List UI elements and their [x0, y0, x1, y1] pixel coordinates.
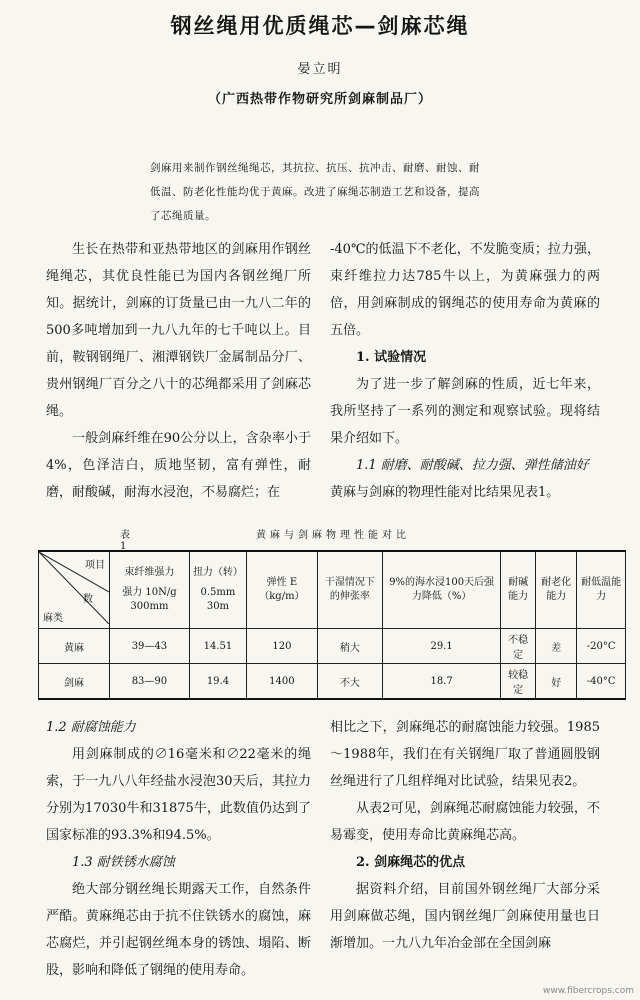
table-header: 耐碱能力 — [501, 551, 536, 629]
comparison-table — [38, 550, 626, 700]
table-cell: 120 — [247, 629, 318, 664]
table-header: 耐低温能力 — [577, 551, 626, 629]
table-cell: -40°C — [577, 664, 626, 700]
table-cell: 39—43 — [110, 629, 190, 664]
header-text: 束纤维强力 — [124, 567, 175, 578]
table-header: 9%的海水浸100天后强力降低（%） — [383, 551, 501, 629]
paragraph: 据资料介绍，目前国外钢丝绳厂大部分采用剑麻做芯绳，国内钢丝绳厂剑麻使用量也日渐增加。一九八九年冶金部在全国剑麻 — [330, 882, 600, 951]
table-cell: 14.51 — [189, 629, 246, 664]
table-cell: 不大 — [317, 664, 382, 700]
paragraph: 黄麻与剑麻的物理性能对比结果见表1。 — [330, 485, 560, 500]
table-cell: 不稳定 — [501, 629, 536, 664]
paragraph: 一般剑麻纤维在90公分以上，含杂率小于4%，色泽洁白，质地坚韧，富有弹性，耐磨，耐酸碱，耐海水浸泡，不易腐烂；在 — [46, 431, 311, 500]
paragraph: 生长在热带和亚热带地区的剑麻用作钢丝绳绳芯，其优良性能已为国内各钢丝绳厂所知。据统计，剑麻的订货量已由一九八二年的500多吨增加到一九八九年的七千吨以上。目前，鞍钢钢绳厂、湘潭钢铁厂金属制品分厂、贵州钢绳厂百分之八十的芯绳都采用了剑麻芯绳。 — [46, 242, 311, 419]
table-cell: 19.4 — [189, 664, 246, 700]
diag-label-mid: 数 — [83, 594, 93, 605]
table-cell: 1400 — [247, 664, 318, 700]
table-cell: 剑麻 — [39, 664, 110, 700]
table-row — [39, 629, 626, 664]
table-header: 耐老化能力 — [536, 551, 577, 629]
table-cell: 较稳定 — [501, 664, 536, 700]
affiliation: （广西热带作物研究所剑麻制品厂） — [207, 92, 432, 107]
column-3 — [46, 714, 311, 984]
paragraph: 从表2可见，剑麻绳芯耐腐蚀能力较强，不易霉变，使用寿命比黄麻绳芯高。 — [330, 801, 600, 843]
table-header — [189, 551, 246, 629]
diag-label-bottom: 麻类 — [43, 613, 63, 624]
paragraph: 为了进一步了解剑麻的性质，近七年来，我所坚持了一系列的测定和观察试验。现将结果介绍如下。 — [330, 377, 600, 446]
column-2 — [330, 236, 600, 506]
diag-label-top: 项目 — [85, 560, 105, 571]
article-title: 钢丝绳用优质绳芯—剑麻芯绳 — [170, 14, 470, 38]
paragraph: 相比之下，剑麻绳芯的耐腐蚀能力较强。1985～1988年，我们在有关钢绳厂取了普通圆股钢丝绳进行了几组样绳对比试验，结果见表2。 — [330, 720, 600, 789]
table-number: 表1 — [120, 530, 130, 552]
table-cell: 差 — [536, 629, 577, 664]
section-heading: 2. 剑麻绳芯的优点 — [356, 855, 466, 870]
table-cell: 83—90 — [110, 664, 190, 700]
abstract: 剑麻用来制作钢丝绳绳芯，其抗拉、抗压、抗冲击、耐磨、耐蚀、耐低温、防老化性能均优于黄麻。改进了麻绳芯制造工艺和设备，提高了芯绳质量。 — [150, 162, 480, 222]
subsection-heading: 1.2 耐腐蚀能力 — [46, 720, 136, 735]
table-cell: 稍大 — [317, 629, 382, 664]
column-4 — [330, 714, 600, 957]
header-text: 扭力（转） — [192, 567, 243, 578]
header-subtext: 强力 10N/g 300mm — [122, 587, 177, 612]
table-cell: -20°C — [577, 629, 626, 664]
paragraph: 绝大部分钢丝绳长期露天工作，自然条件严酷。黄麻绳芯由于抗不住铁锈水的腐蚀，麻芯腐烂，并引起钢丝绳本身的锈蚀、塌陷、断股，影响和降低了钢绳的使用寿命。 — [46, 882, 311, 978]
diagonal-header-cell — [39, 551, 110, 629]
watermark: www.fibercrops.com — [543, 986, 634, 996]
section-heading: 1. 试验情况 — [356, 350, 427, 365]
subsection-heading: 1.3 耐铁锈水腐蚀 — [72, 855, 175, 870]
paragraph: 用剑麻制成的∅16毫米和∅22毫米的绳索，于一九八八年经盐水浸泡30天后，其拉力分别为17030牛和31875牛，此数值仍达到了国家标准的93.3%和94.5%。 — [46, 747, 311, 843]
table-header — [110, 551, 190, 629]
table-cell: 好 — [536, 664, 577, 700]
table-cell: 18.7 — [383, 664, 501, 700]
table-header: 干湿情况下的伸张率 — [317, 551, 382, 629]
table-title: 黄麻与剑麻物理性能对比 — [256, 530, 410, 541]
table-row — [39, 664, 626, 700]
table-cell: 黄麻 — [39, 629, 110, 664]
table-header: 弹性 E（kg/m） — [247, 551, 318, 629]
table-cell: 29.1 — [383, 629, 501, 664]
author-name: 晏立明 — [297, 62, 343, 77]
paragraph: -40℃的低温下不老化，不发脆变质；拉力强，束纤维拉力达785牛以上，为黄麻强力的两倍，用剑麻制成的钢绳芯的使用寿命为黄麻的五倍。 — [330, 242, 600, 338]
subsection-heading: 1.1 耐磨、耐酸碱、拉力强、弹性储油好 — [356, 458, 589, 473]
header-subtext: 0.5mm 30m — [200, 587, 236, 612]
column-1 — [46, 236, 311, 506]
